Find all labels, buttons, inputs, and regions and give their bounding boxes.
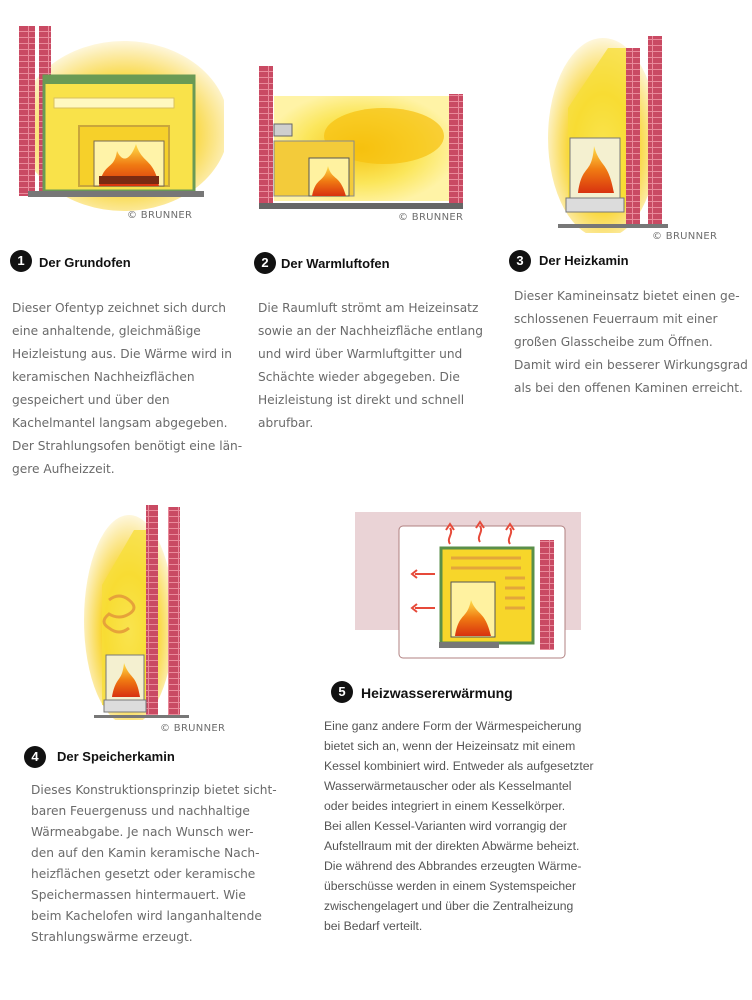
- illustration-heizkamin: [548, 28, 678, 233]
- section-text-heizwassererwaermung: Eine ganz andere Form der Wärmespeicherung bietet sich an, wenn der Heizeinsatz mit einem Kessel kombiniert wird. Entweder als aufgesetzter Wasserwärmetauscher oder als Kesselmantel oder beides integriert in einem Kesselkörper. Bei allen Kessel-Varianten wird vorrangig der Aufstellraum mit der direkten Abwärme beheizt. Die während des Abbrandes erzeugten Wärme- überschüsse werden in einem Systemspeicher zwischengelagert und über die Zentralheizung bei Bedarf verteilt.: [324, 719, 594, 933]
- section-number-5: 5: [331, 681, 353, 703]
- copyright-notice-3: © BRUNNER: [652, 231, 718, 242]
- illustration-warmluftofen: [254, 66, 469, 216]
- section-number-2: 2: [254, 252, 276, 274]
- section-number-1: 1: [10, 250, 32, 272]
- section-number-4: 4: [24, 746, 46, 768]
- section-text-speicherkamin: Dieses Konstruktionsprinzip bietet sicht- baren Feuergenuss und nachhaltige Wärmeabgabe. Je nach Wunsch wer- den auf den Kamin keramische Nach- heizflächen gesetzt oder keramische Speichermassen hintermauert. Wie beim Kachelofen wird langanhaltende Strahlungswärme erzeugt.: [31, 783, 277, 944]
- section-title-warmluftofen: Der Warmluftofen: [281, 256, 390, 271]
- section-text-heizkamin: Dieser Kamineinsatz bietet einen ge- schlossenen Feuerraum mit einer großen Glasscheibe zum Öffnen. Damit wird ein besserer Wirkungsgrad als bei den offenen Kaminen erreicht.: [514, 289, 748, 395]
- section-title-heizkamin: Der Heizkamin: [539, 253, 629, 268]
- section-title-grundofen: Der Grundofen: [39, 255, 131, 270]
- illustration-heizwassererwaermung: [355, 512, 581, 660]
- section-text-warmluftofen: Die Raumluft strömt am Heizeinsatz sowie an der Nachheizfläche entlang und wird über Warmluftgitter und Schächte wieder abgegeben. Die Heizleistung ist direkt und schnell abrufbar.: [258, 301, 483, 430]
- illustration-speicherkamin: [84, 505, 194, 720]
- copyright-notice-4: © BRUNNER: [160, 723, 226, 734]
- copyright-notice-1: © BRUNNER: [127, 210, 193, 221]
- illustration-grundofen: [14, 26, 224, 226]
- copyright-notice-2: © BRUNNER: [398, 212, 464, 223]
- section-number-3: 3: [509, 250, 531, 272]
- section-title-heizwassererwaermung: Heizwassererwärmung: [361, 685, 513, 701]
- section-text-grundofen: Dieser Ofentyp zeichnet sich durch eine anhaltende, gleichmäßige Heizleistung aus. Die Wärme wird in keramischen Nachheizflächen gespeichert und über den Kachelmantel langsam abgegeben. Der Strahlungsofen benötigt eine län- gere Aufheizzeit.: [12, 301, 243, 476]
- section-title-speicherkamin: Der Speicherkamin: [57, 749, 175, 764]
